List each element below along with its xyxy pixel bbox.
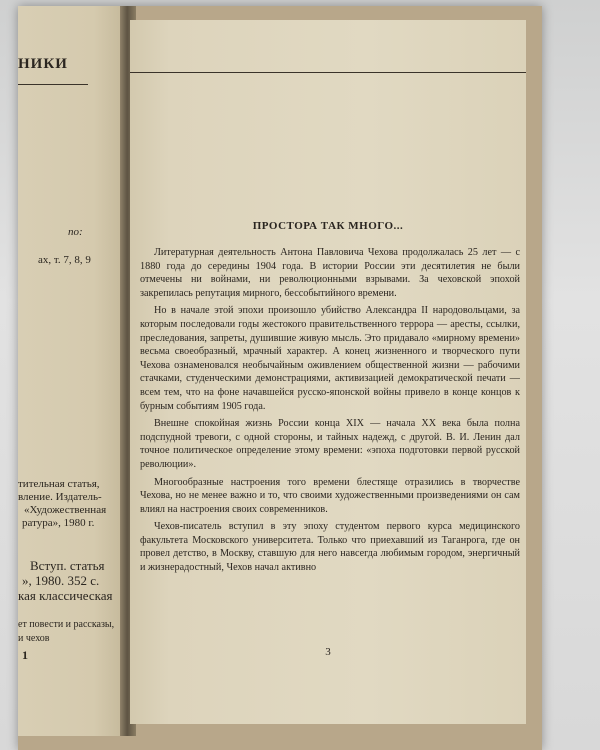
page-number: 3: [325, 646, 331, 658]
right-page: [130, 20, 526, 724]
chapter-body: [140, 246, 520, 579]
left-page-line: тительная статья,: [18, 478, 100, 490]
left-page-line: Вступ. статья: [30, 558, 105, 573]
paragraph: Чехов-писатель вступил в эту эпоху студентом первого курса медицинского факультета Московского университета. Только что приехавший из Таганрога, где он провел детство, в Москву, ставшую для него навсегда любимым городом, энергичный и жизнерадостный, Чехов начал активно: [140, 521, 520, 574]
left-page: [18, 6, 126, 736]
left-page-line: вление. Издатель-: [18, 491, 102, 503]
left-page-line: и чехов: [18, 633, 50, 644]
left-page-rule: [18, 84, 88, 85]
left-page-line: ет повести и рассказы,: [18, 619, 115, 630]
left-page-line: ратура», 1980 г.: [22, 517, 95, 529]
chapter-title: ПРОСТОРА ТАК МНОГО...: [252, 220, 404, 232]
left-page-heading: НИКИ: [18, 56, 68, 72]
paragraph: Литературная деятельность Антона Павловича Чехова продолжалась 25 лет — с 1880 года до середины 1904 года. В истории России эти десятилетия не были отмечены ни войнами, ни революционными взрывами. За чеховской эпохой закрепилась репутация мирного, бессобытийного времени.: [140, 247, 520, 299]
left-page-line: кая классическая: [18, 588, 113, 603]
left-page-number: 1: [22, 648, 28, 662]
paragraph: Внешне спокойная жизнь России конца XIX — начала XX века была полна подспудной тревоги, с одной стороны, и тайных надежд, с другой. В. И. Ленин дал точное политическое определение этому времени: «эпоха подготовки первой русской революции».: [140, 418, 520, 470]
left-page-line: », 1980. 352 с.: [22, 573, 100, 588]
left-page-line: ах, т. 7, 8, 9: [38, 254, 91, 266]
header-rule: [130, 72, 526, 73]
paragraph: Но в начале этой эпохи произошло убийство Александра II народовольцами, за которым последовали годы жестокого правительственного террора — аресты, ссылки, преследования, запреты, душившие живую мысль. Это придавало «мирному времени» весьма своеобразный, мрачный характер. А конец жизненного и творческого пути Чехова ознаменовался необычайным оживлением общественной жизни — рабочими стачками, студенческими демонстрациями, активизацией демократической печати — всем тем, что на фоне начавшейся русско-японской войны привело в конце концов к бурным событиям 1905 года.: [140, 305, 520, 412]
left-page-line: «Художественная: [24, 504, 107, 516]
paragraph: Многообразные настроения того времени блестяще отразились в творчестве Чехова, но не менее важно и то, что своими художественными произведениями он сам влиял на настроения своих современников.: [140, 476, 520, 515]
left-page-line: по:: [68, 226, 83, 238]
